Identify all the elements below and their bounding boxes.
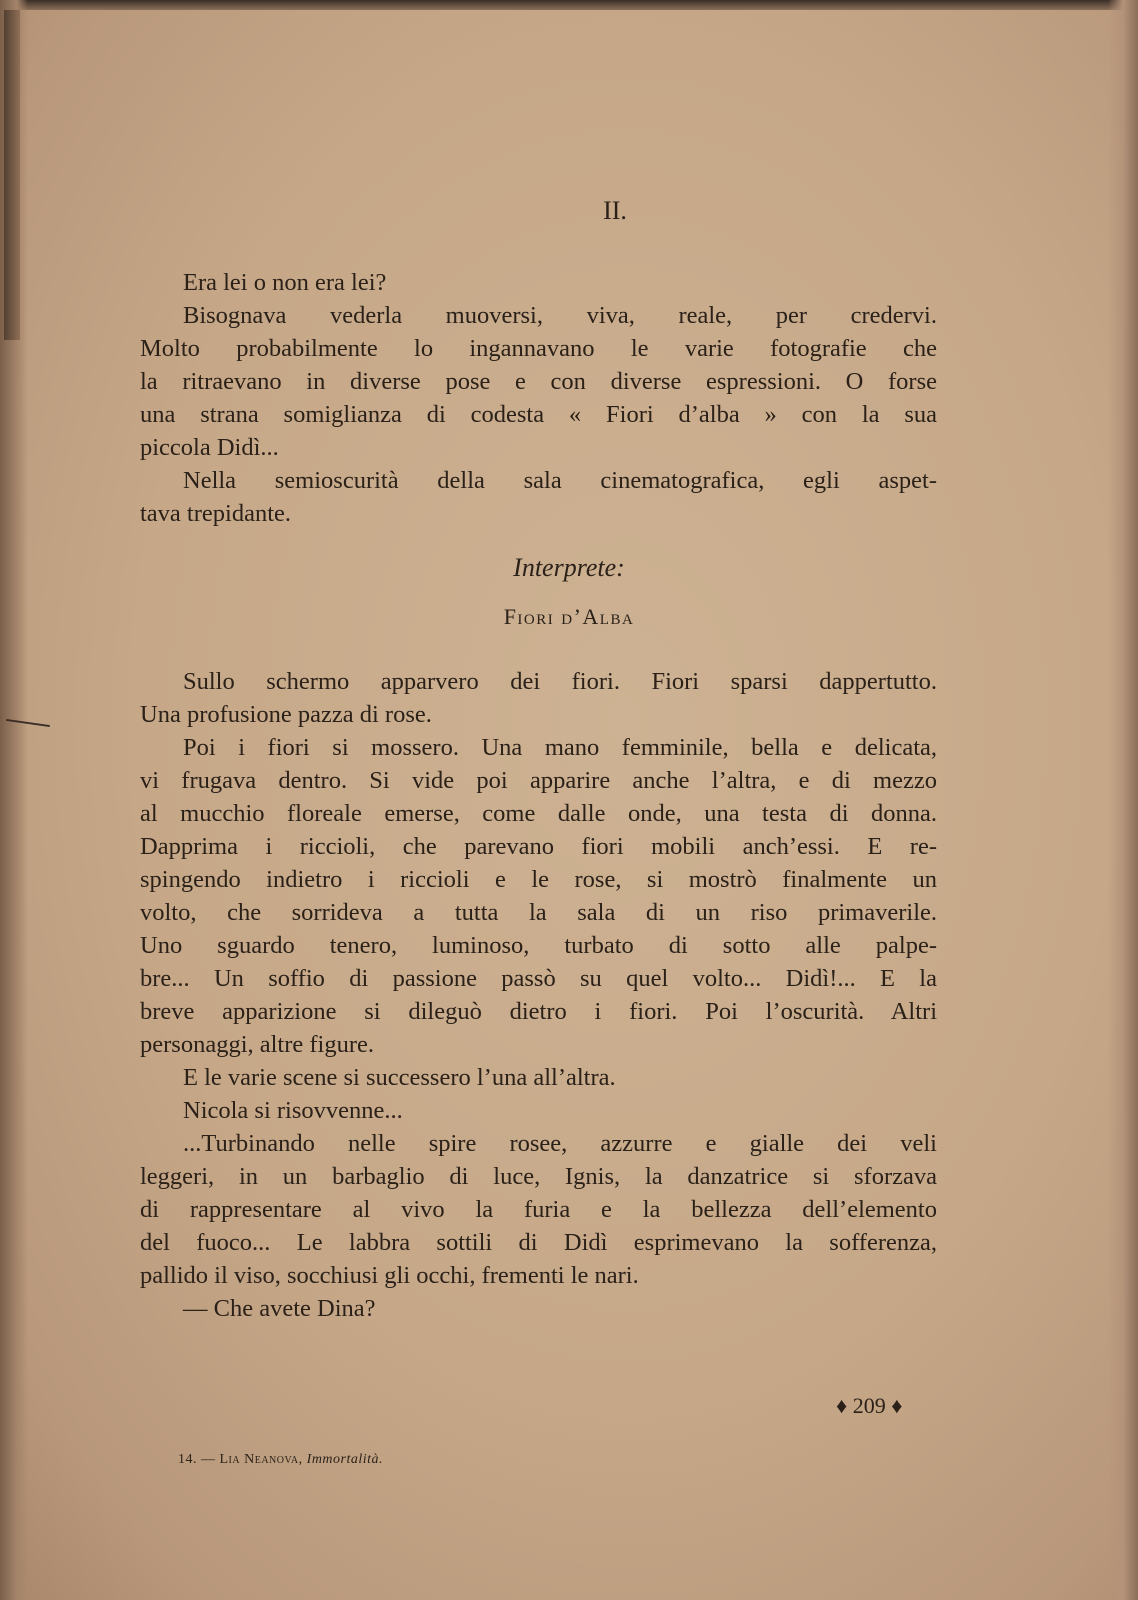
text-line: Sullo schermo apparvero dei fiori. Fiori sparsi dappertutto. bbox=[183, 668, 937, 695]
chapter-number: II. bbox=[603, 196, 627, 225]
text-line: leggeri, in un barbaglio di luce, Ignis, la danzatrice si sforzava bbox=[140, 1163, 937, 1190]
footer-book-title: Immortalità. bbox=[306, 1452, 384, 1467]
text-line: una strana somiglianza di codesta « Fiori d’alba » con la sua bbox=[140, 401, 937, 428]
signature-mark: 14. — bbox=[178, 1452, 216, 1467]
text-line: pallido il viso, socchiusi gli occhi, frementi le nari. bbox=[140, 1262, 639, 1289]
interprete-name: Fiori d’Alba bbox=[503, 604, 635, 629]
text-line: breve apparizione si dileguò dietro i fiori. Poi l’oscurità. Altri bbox=[140, 998, 937, 1025]
text-line: Bisognava vederla muoversi, viva, reale, per credervi. bbox=[183, 302, 937, 329]
text-line: ...Turbinando nelle spire rosee, azzurre e gialle dei veli bbox=[183, 1130, 937, 1157]
text-line: volto, che sorrideva a tutta la sala di un riso primaverile. bbox=[140, 899, 937, 926]
text-line: Nicola si risovvenne... bbox=[183, 1097, 403, 1124]
text-line: piccola Didì... bbox=[140, 434, 279, 461]
text-line: Era lei o non era lei? bbox=[183, 269, 387, 296]
text-line: Poi i fiori si mossero. Una mano femminile, bella e delicata, bbox=[183, 734, 937, 761]
signature-footer bbox=[178, 1452, 383, 1468]
footer-author: Lia Neanova, bbox=[219, 1452, 303, 1467]
text-line: Nella semioscurità della sala cinematografica, egli aspet- bbox=[183, 467, 937, 494]
text-line: del fuoco... Le labbra sottili di Didì esprimevano la sofferenza, bbox=[140, 1229, 937, 1256]
text-line: E le varie scene si successero l’una all’altra. bbox=[183, 1064, 616, 1091]
text-line: Uno sguardo tenero, luminoso, turbato di sotto alle palpe- bbox=[140, 932, 937, 959]
page-number: ♦ 209 ♦ bbox=[836, 1393, 903, 1418]
text-line: bre... Un soffio di passione passò su quel volto... Didì!... E la bbox=[140, 965, 937, 992]
text-line: tava trepidante. bbox=[140, 500, 292, 527]
text-line: Dapprima i riccioli, che parevano fiori mobili anch’essi. E re- bbox=[140, 833, 937, 860]
text-line: spingendo indietro i riccioli e le rose, si mostrò finalmente un bbox=[140, 866, 937, 893]
text-line: — Che avete Dina? bbox=[183, 1295, 376, 1322]
text-line: Molto probabilmente lo ingannavano le varie fotografie che bbox=[140, 335, 937, 362]
interprete-label: Interprete: bbox=[513, 553, 625, 582]
text-line: al mucchio floreale emerse, come dalle onde, una testa di donna. bbox=[140, 800, 937, 827]
text-line: personaggi, altre figure. bbox=[140, 1031, 375, 1058]
text-line: la ritraevano in diverse pose e con diverse espressioni. O forse bbox=[140, 368, 937, 395]
text-line: vi frugava dentro. Si vide poi apparire anche l’altra, e di mezzo bbox=[140, 767, 937, 794]
text-line: di rappresentare al vivo la furia e la bellezza dell’elemento bbox=[140, 1196, 937, 1223]
page-right-edge bbox=[1108, 0, 1138, 1600]
page-top-edge bbox=[0, 0, 1138, 10]
text-line: Una profusione pazza di rose. bbox=[140, 701, 432, 728]
page-binding-shadow bbox=[4, 10, 20, 340]
